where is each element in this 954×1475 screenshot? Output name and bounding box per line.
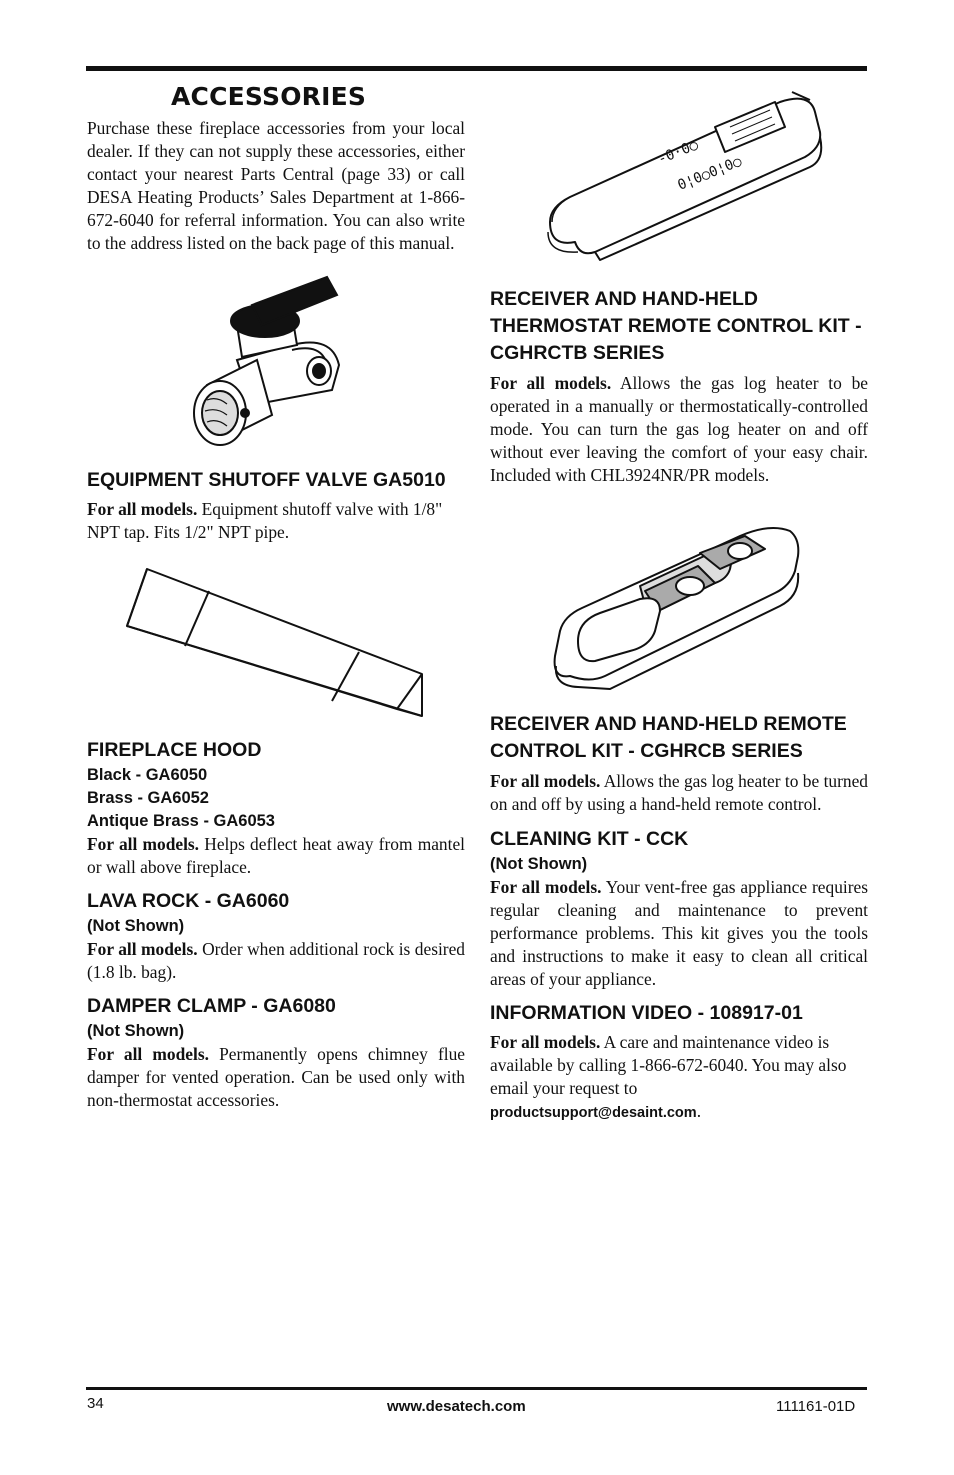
shutoff-valve-illustration	[87, 265, 465, 455]
lava-heading: LAVA ROCK - GA6060	[87, 890, 290, 912]
video-heading: INFORMATION VIDEO - 108917-01	[490, 1002, 803, 1024]
hood-lead: For all models.	[87, 834, 200, 854]
thermostat-remote-illustration	[510, 82, 888, 282]
video-description	[490, 1031, 868, 1125]
thermo-lead: For all models.	[490, 373, 612, 393]
right-column	[490, 82, 868, 1125]
video-lead: For all models.	[490, 1032, 601, 1052]
svg-text:-0·0○: -0·0○	[655, 137, 701, 168]
hood-heading: FIREPLACE HOOD	[87, 739, 262, 761]
cleaning-description	[490, 876, 868, 991]
remote-body: Allows the gas log heater to be turned on and off by using a hand-held remote control.	[490, 771, 868, 814]
hood-variant-brass: Brass - GA6052	[87, 789, 209, 807]
support-email-link[interactable]: productsupport@desaint.com	[490, 1105, 697, 1121]
cleaning-note: (Not Shown)	[490, 855, 588, 873]
lava-lead: For all models.	[87, 939, 198, 959]
damper-body: Permanently opens chimney flue damper for vented operation. Can be used only with non-thermostat accessories.	[87, 1044, 465, 1110]
intro-paragraph: Purchase these fireplace accessories from your local dealer. If they can not supply these accessories, either contact your nearest Parts Central (page 33) or call DESA Heating Products’ Sales Department at 1-866-672-6040 for referral information. You can also write to the address listed on the back page of this manual.	[87, 118, 465, 253]
hood-variant-black: Black - GA6050	[87, 766, 208, 784]
lava-note: (Not Shown)	[87, 917, 185, 935]
fireplace-hood-illustration	[87, 564, 465, 729]
valve-body: Equipment shutoff valve with 1/8" NPT tap. Fits 1/2" NPT pipe.	[87, 499, 443, 542]
damper-heading: DAMPER CLAMP - GA6080	[87, 995, 336, 1017]
thermo-body: Allows the gas log heater to be operated in a manually or thermostatically-controlled mode. You can turn the gas log heater on and off without ever leaving the comfort of your easy chair. Included with CHL3924NR/PR models.	[490, 373, 868, 485]
valve-description	[87, 498, 465, 544]
damper-lead: For all models.	[87, 1044, 209, 1064]
remote-heading: RECEIVER AND HAND-HELD REMOTE CONTROL KIT - CGHRCB SERIES	[490, 713, 847, 762]
cleaning-body: Your vent-free gas appliance requires regular cleaning and maintenance to prevent performance problems. This kit gives you the tools and instructions to make it easy to clean all critical areas of your appliance.	[490, 877, 868, 989]
hood-body: Helps deflect heat away from mantel or wall above fireplace.	[87, 834, 466, 877]
footer-website[interactable]: www.desatech.com	[387, 1398, 526, 1415]
hood-description	[87, 833, 465, 879]
damper-description	[87, 1043, 465, 1112]
video-email-period: .	[696, 1101, 702, 1121]
onoff-remote-illustration	[490, 511, 868, 701]
cleaning-heading: CLEANING KIT - CCK	[490, 828, 689, 850]
top-rule	[86, 66, 867, 71]
remote-description	[490, 770, 868, 816]
thermo-description	[490, 372, 868, 487]
left-column	[87, 82, 465, 1112]
lava-body: Order when additional rock is desired (1.8 lb. bag).	[87, 939, 465, 982]
page-number: 34	[87, 1395, 104, 1412]
svg-text:0¦0○0¦0○: 0¦0○0¦0○	[675, 153, 745, 194]
hood-variant-antique-brass: Antique Brass - GA6053	[87, 812, 275, 830]
valve-heading: EQUIPMENT SHUTOFF VALVE GA5010	[87, 469, 446, 491]
damper-note: (Not Shown)	[87, 1022, 185, 1040]
video-body: A care and maintenance video is available by calling 1-866-672-6040. You may also email your request to	[490, 1032, 847, 1098]
page-title: ACCESSORIES	[171, 82, 367, 111]
lava-description	[87, 938, 465, 984]
footer-doc-number: 111161-01D	[776, 1398, 856, 1415]
valve-lead: For all models.	[87, 499, 198, 519]
thermo-heading: RECEIVER AND HAND-HELD THERMOSTAT REMOTE CONTROL KIT - CGHRCTB SERIES	[490, 288, 862, 364]
bottom-rule	[86, 1387, 867, 1390]
cleaning-lead: For all models.	[490, 877, 602, 897]
remote-lead: For all models.	[490, 771, 601, 791]
